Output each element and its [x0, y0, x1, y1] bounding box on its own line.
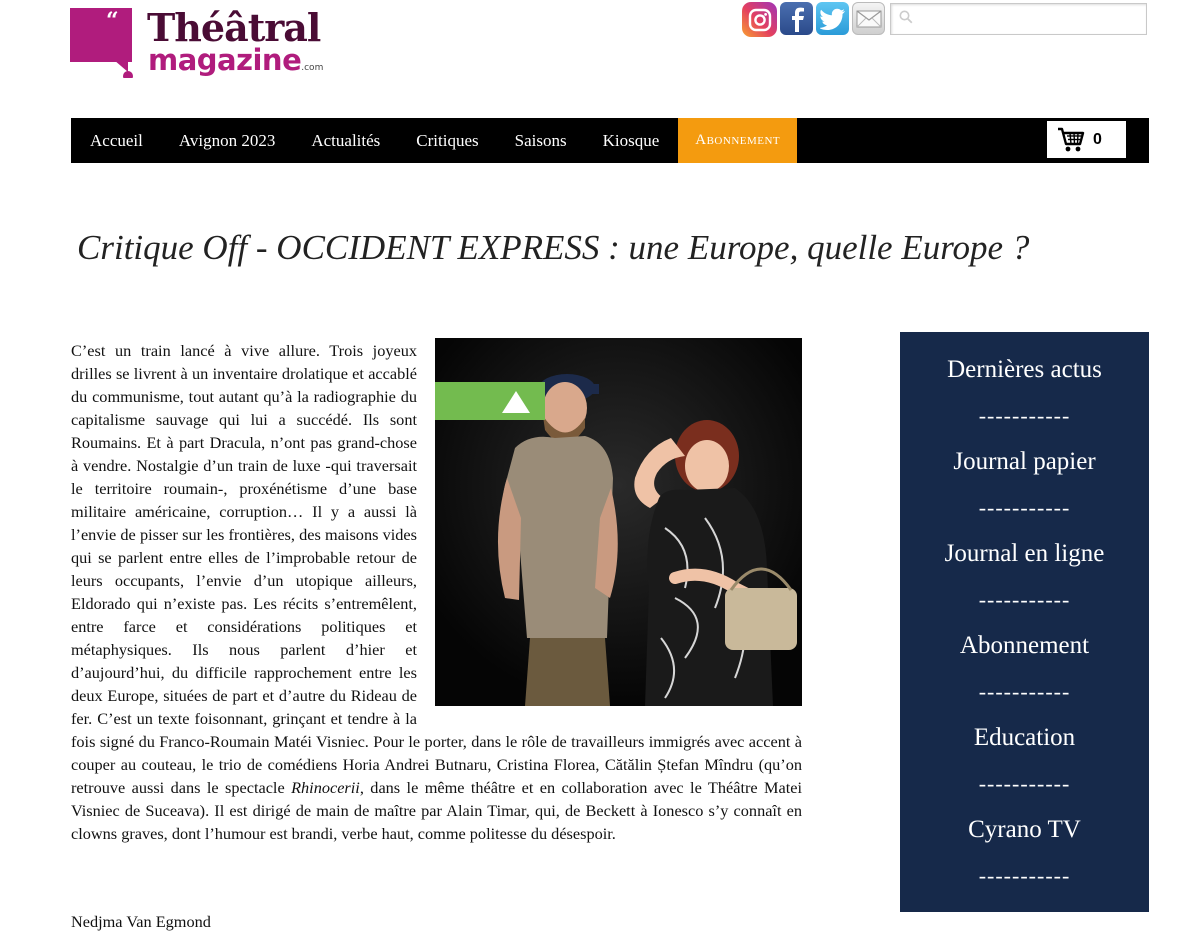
sidebar-item-journal-en-ligne[interactable]: Journal en ligne [944, 540, 1105, 567]
mail-icon[interactable] [852, 2, 885, 35]
search-icon [899, 10, 913, 24]
sidebar-item-abonnement[interactable]: Abonnement [959, 632, 1090, 659]
facebook-icon[interactable] [780, 2, 813, 35]
nav-item-actualites[interactable]: Actualités [311, 130, 381, 150]
cart-count: 0 [1093, 130, 1102, 148]
nav-item-avignon-2023[interactable]: Avignon 2023 [178, 130, 276, 150]
main-nav [71, 118, 1149, 163]
play-triangle-icon [501, 390, 531, 414]
nav-item-kiosque[interactable]: Kiosque [602, 130, 660, 150]
sidebar-separator: ----------- [978, 495, 1071, 520]
logo-title: Théâtral [147, 5, 321, 50]
nav-item-abonnement[interactable]: Abonnement [678, 118, 797, 163]
site-logo[interactable] [70, 6, 340, 88]
nav-item-critiques[interactable]: Critiques [416, 130, 479, 150]
quote-bubble-logo-icon [70, 6, 136, 78]
social-links [742, 2, 885, 37]
sidebar-item-dernieres-actus[interactable]: Dernières actus [947, 356, 1102, 383]
logo-subtitle: magazine.com [148, 43, 324, 77]
article-body [71, 339, 802, 845]
article-title: Critique Off - OCCIDENT EXPRESS : une Europe, quelle Europe ? [77, 228, 1030, 267]
sidebar-item-cyrano-tv[interactable]: Cyrano TV [968, 816, 1081, 843]
video-play-button[interactable] [435, 382, 545, 420]
article-author: Nedjma Van Egmond [71, 912, 211, 931]
sidebar-separator: ----------- [978, 587, 1071, 612]
sidebar-item-journal-papier[interactable]: Journal papier [953, 448, 1096, 475]
instagram-icon[interactable] [742, 2, 777, 37]
search-box[interactable] [890, 3, 1147, 35]
cart-button[interactable] [1047, 121, 1126, 158]
nav-item-saisons[interactable]: Saisons [514, 130, 567, 150]
article-photo[interactable] [435, 338, 802, 706]
logo-domain: .com [301, 63, 324, 73]
sidebar-separator: ----------- [978, 679, 1071, 704]
sidebar-separator: ----------- [978, 863, 1071, 888]
sidebar-separator: ----------- [978, 403, 1071, 428]
twitter-icon[interactable] [816, 2, 849, 35]
shopping-cart-icon [1057, 127, 1085, 153]
nav-item-accueil[interactable]: Accueil [90, 130, 143, 150]
svg-text:“: “ [106, 8, 119, 34]
search-input[interactable] [917, 6, 1142, 32]
sidebar-menu [900, 332, 1149, 912]
sidebar-separator: ----------- [978, 771, 1071, 796]
article-italic-title: Rhinocerii [291, 778, 360, 797]
article-paragraph: C’est un train lancé à vive allure. Trois joyeux drilles se livrent à un inventaire drolatique et accablé du communisme, tout autant qu’à la radiographie du capitalisme sauvage qui lui a succédé. Ils sont Roumains. Et à part Dracula, n’ont pas grand-chose à vendre. Nostalgie d’un train de luxe -qui traversait le territoire roumain-, proxénétisme d’une base militaire américaine, corruption… Il y a aussi là l’envie de pisser sur les frontières, des maisons vides qui se parlent entre elles de l’improbable retour de leurs occupants, l’envie d’un utopique ailleurs, Eldorado qui n’existe pas. Les récits s’entremêlent, entre farce et considérations politiques et métaphysiques. Ils nous parlent d’hier et d’aujourd’hui, du difficile rapprochement entre les deux Europe, situées de part et d’autre du Rideau de fer. C’est un texte foisonnant, grinçant et tendre à la fois signé du Franco-Roumain Matéi Visniec. Pour le porter, dans le rôle de travailleurs immigrés avec accent à couper au couteau, le trio de comédiens Horia Andrei Butnaru, Cristina Florea, Cătălin Ștefan Mîndru (qu’on retrouve aussi dans le spectacle Rhinocerii, dans le même théâtre et en collaboration avec le Théâtre Matei Visniec de Suceava). Il est dirigé de main de maître par Alain Timar, qui, de Beckett à Ionesco s’y connaît en clowns graves, dont l’humour est brandi, verbe haut, comme politesse du désespoir. [71, 341, 803, 843]
sidebar-item-education[interactable]: Education [973, 724, 1076, 751]
